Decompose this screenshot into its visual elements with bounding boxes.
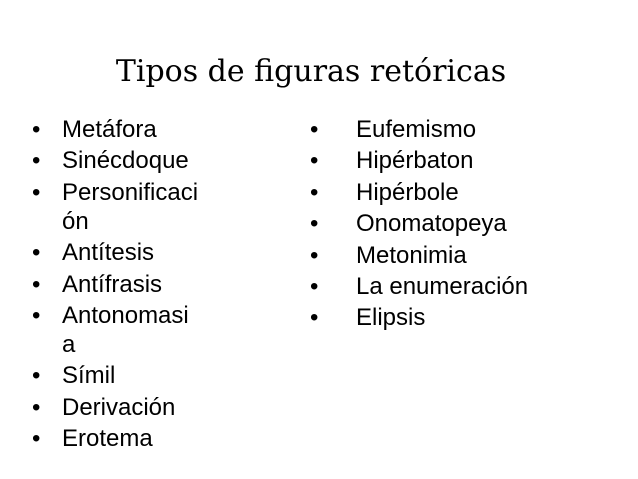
list-item-label: Antonomasia <box>62 301 189 358</box>
list-item <box>300 303 620 332</box>
list-item-label: Metonimia <box>356 241 467 269</box>
list-item <box>300 178 620 207</box>
list-item <box>28 361 202 390</box>
list-item-label: Antífrasis <box>62 270 163 298</box>
list-item-label: Antítesis <box>62 239 155 267</box>
list-item <box>28 238 202 267</box>
bullet-icon: • <box>32 178 41 206</box>
bullet-icon: • <box>32 362 41 390</box>
list-item-label: Personificación <box>62 178 199 235</box>
bullet-icon: • <box>310 116 319 143</box>
bullet-icon: • <box>32 393 41 421</box>
list-item <box>300 115 620 144</box>
list-item <box>300 241 620 270</box>
list-item <box>300 209 620 238</box>
bullet-icon: • <box>310 178 319 206</box>
list-item-label: Metáfora <box>62 116 157 143</box>
list-item <box>300 272 620 301</box>
bullet-icon: • <box>32 116 41 143</box>
list-item-label: Erotema <box>62 425 153 453</box>
list-item-label: Eufemismo <box>356 116 477 143</box>
bullet-icon: • <box>32 301 41 329</box>
right-bullet-list <box>300 115 620 335</box>
list-item <box>28 424 202 453</box>
list-item <box>28 178 202 236</box>
bullet-icon: • <box>32 239 41 267</box>
bullet-icon: • <box>32 147 41 175</box>
bullet-icon: • <box>310 304 319 332</box>
list-item-label: Hipérbaton <box>356 147 474 175</box>
bullet-icon: • <box>310 210 319 238</box>
bullet-icon: • <box>310 147 319 175</box>
bullet-icon: • <box>32 270 41 298</box>
list-item <box>28 270 202 299</box>
slide-title-text: Tipos de figuras retóricas <box>115 54 507 89</box>
list-item <box>28 146 202 175</box>
list-item-label: La enumeración <box>356 272 529 300</box>
list-item <box>300 146 620 175</box>
list-item-label: Derivación <box>62 393 176 421</box>
list-item-label: Sinécdoque <box>62 147 189 175</box>
list-item <box>28 301 202 359</box>
bullet-icon: • <box>32 425 41 453</box>
list-item-label: Símil <box>62 362 116 390</box>
list-item-label: Elipsis <box>356 304 426 332</box>
list-item-label: Onomatopeya <box>356 210 507 238</box>
bullet-icon: • <box>310 241 319 269</box>
slide-title <box>0 54 638 90</box>
list-item-label: Hipérbole <box>356 178 459 206</box>
list-item <box>28 393 202 422</box>
bullet-icon: • <box>310 272 319 300</box>
list-item <box>28 115 202 144</box>
left-bullet-list <box>28 115 218 456</box>
